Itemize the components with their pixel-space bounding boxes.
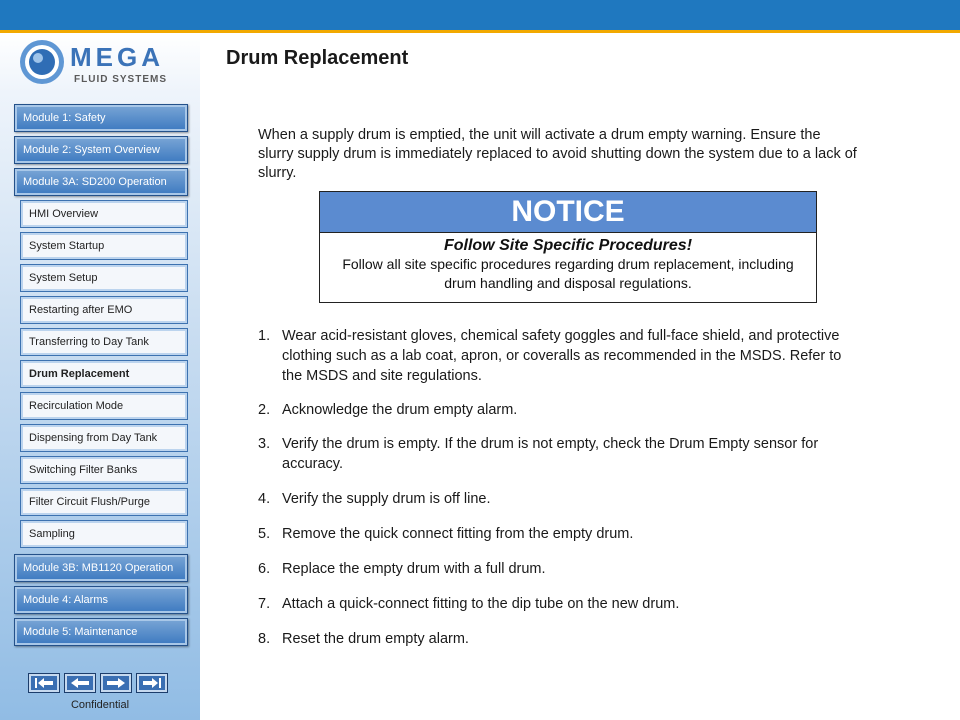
step-text: Reset the drum empty alarm. bbox=[282, 631, 469, 647]
top-bar bbox=[0, 0, 960, 33]
step-text: Wear acid-resistant gloves, chemical safety goggles and full-face shield, and protective clothing such as a lab coat, apron, or coveralls as recommended in the MSDS. Refer to the MSDS and site regulations. bbox=[282, 328, 842, 384]
intro-paragraph: When a supply drum is emptied, the unit will activate a drum empty warning. Ensure the slurry supply drum is immediately replaced to avoid shutting down the system due to a lack of slurry. bbox=[258, 127, 857, 181]
nav-module-4[interactable]: Module 4: Alarms bbox=[14, 586, 188, 614]
notice-box bbox=[319, 191, 817, 303]
step-item bbox=[258, 434, 843, 474]
step-number: 4. bbox=[258, 491, 271, 507]
step-number: 5. bbox=[258, 526, 271, 542]
page-title: Drum Replacement bbox=[226, 47, 409, 69]
step-text: Attach a quick-connect fitting to the dip tube on the new drum. bbox=[282, 596, 680, 612]
step-number: 3. bbox=[258, 436, 271, 452]
step-item bbox=[258, 559, 843, 579]
notice-heading: NOTICE bbox=[320, 192, 816, 233]
confidential-label: Confidential bbox=[70, 699, 130, 711]
first-slide-button[interactable] bbox=[28, 673, 60, 693]
notice-body: Follow all site specific procedures regarding drum replacement, including drum handling and disposal regulations. bbox=[342, 256, 794, 291]
nav-transferring-to-day-tank[interactable]: Transferring to Day Tank bbox=[20, 328, 188, 356]
step-number: 8. bbox=[258, 631, 271, 647]
slide-navigation-buttons bbox=[28, 673, 174, 697]
company-logo bbox=[18, 36, 188, 92]
nav-module-3a[interactable]: Module 3A: SD200 Operation bbox=[14, 168, 188, 196]
step-text: Replace the empty drum with a full drum. bbox=[282, 561, 546, 577]
nav-sampling[interactable]: Sampling bbox=[20, 520, 188, 548]
nav-dispensing-from-day-tank[interactable]: Dispensing from Day Tank bbox=[20, 424, 188, 452]
step-item bbox=[258, 629, 843, 649]
nav-filter-circuit-flush-purge[interactable]: Filter Circuit Flush/Purge bbox=[20, 488, 188, 516]
nav-module-2[interactable]: Module 2: System Overview bbox=[14, 136, 188, 164]
next-slide-button[interactable] bbox=[100, 673, 132, 693]
first-icon bbox=[33, 677, 55, 689]
step-text: Verify the drum is empty. If the drum is not empty, check the Drum Empty sensor for accuracy. bbox=[282, 436, 819, 472]
step-number: 7. bbox=[258, 596, 271, 612]
step-item bbox=[258, 489, 843, 509]
step-item bbox=[258, 326, 843, 386]
last-icon bbox=[141, 677, 163, 689]
nav-system-setup[interactable]: System Setup bbox=[20, 264, 188, 292]
next-icon bbox=[105, 677, 127, 689]
nav-module-1[interactable]: Module 1: Safety bbox=[14, 104, 188, 132]
brand-tagline: FLUID SYSTEMS bbox=[74, 74, 168, 85]
step-number: 2. bbox=[258, 402, 271, 418]
step-number: 6. bbox=[258, 561, 271, 577]
step-text: Remove the quick connect fitting from the empty drum. bbox=[282, 526, 634, 542]
last-slide-button[interactable] bbox=[136, 673, 168, 693]
step-item bbox=[258, 594, 843, 614]
step-text: Acknowledge the drum empty alarm. bbox=[282, 402, 518, 418]
notice-subheading: Follow Site Specific Procedures! bbox=[443, 237, 693, 254]
step-item bbox=[258, 400, 843, 420]
nav-recirculation-mode[interactable]: Recirculation Mode bbox=[20, 392, 188, 420]
nav-switching-filter-banks[interactable]: Switching Filter Banks bbox=[20, 456, 188, 484]
brand-name: MEGA bbox=[70, 42, 164, 72]
nav-drum-replacement[interactable]: Drum Replacement bbox=[20, 360, 188, 388]
nav-module-3b[interactable]: Module 3B: MB1120 Operation bbox=[14, 554, 188, 582]
nav-hmi-overview[interactable]: HMI Overview bbox=[20, 200, 188, 228]
nav-module-5[interactable]: Module 5: Maintenance bbox=[14, 618, 188, 646]
nav-system-startup[interactable]: System Startup bbox=[20, 232, 188, 260]
step-number: 1. bbox=[258, 328, 271, 344]
previous-icon bbox=[69, 677, 91, 689]
previous-slide-button[interactable] bbox=[64, 673, 96, 693]
step-item bbox=[258, 524, 843, 544]
step-text: Verify the supply drum is off line. bbox=[282, 491, 491, 507]
nav-restarting-after-emo[interactable]: Restarting after EMO bbox=[20, 296, 188, 324]
